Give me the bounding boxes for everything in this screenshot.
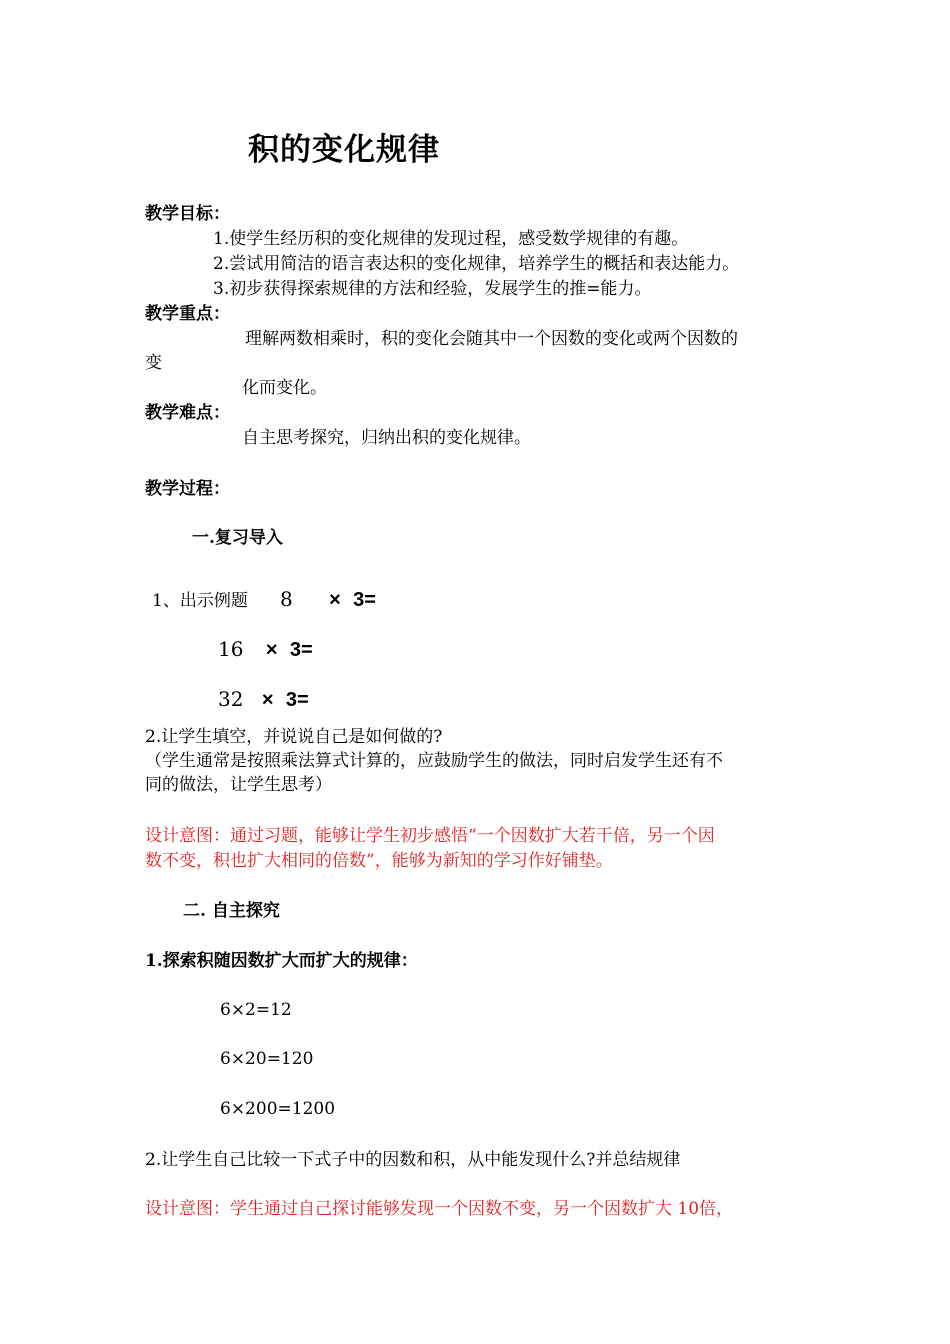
key-points-heading: 教学重点：	[145, 304, 230, 324]
design-intent: 设计意图：学生通过自己探讨能够发现一个因数不变，另一个因数扩大 10倍，	[145, 1199, 734, 1219]
equation: 6×20=120	[220, 1049, 314, 1069]
step-text: 2.让学生填空，并说说自己是如何做的?	[145, 727, 443, 747]
page-title: 积的变化规律	[248, 132, 440, 168]
difficulties-heading: 教学难点：	[145, 403, 230, 423]
equation-factor: 3=	[353, 589, 376, 611]
objectives-heading: 教学目标：	[145, 204, 230, 224]
example-label: 1、出示例题	[152, 591, 248, 611]
design-intent: 数不变，积也扩大相同的倍数”，能够为新知的学习作好铺垫。	[145, 851, 613, 871]
equation-factor: 32	[218, 687, 244, 711]
example-equation	[280, 586, 376, 613]
objective-item: 3.初步获得探索规律的方法和经验，发展学生的推=能力。	[213, 279, 652, 299]
process-heading: 教学过程：	[145, 479, 230, 499]
section-heading: 二. 自主探究	[183, 901, 280, 921]
objective-item: 2.尝试用简洁的语言表达积的变化规律，培养学生的概括和表达能力。	[213, 254, 740, 274]
teacher-note: （学生通常是按照乘法算式计算的，应鼓励学生的做法，同时启发学生还有不	[145, 751, 723, 771]
section-heading: 一.复习导入	[192, 528, 283, 548]
equation-factor: 8	[280, 587, 293, 611]
key-points-text: 理解两数相乘时，积的变化会随其中一个因数的变化或两个因数的	[245, 329, 738, 349]
multiply-sign: ×	[329, 589, 341, 611]
difficulties-text: 自主思考探究，归纳出积的变化规律。	[242, 428, 531, 448]
multiply-sign: ×	[261, 689, 274, 711]
step-heading: 1.探索积随因数扩大而扩大的规律：	[145, 951, 418, 971]
key-points-text: 变	[145, 353, 162, 373]
equation: 6×200=1200	[220, 1099, 336, 1119]
objective-item: 1.使学生经历积的变化规律的发现过程，感受数学规律的有趣。	[213, 229, 689, 249]
equation-factor: 16	[218, 637, 244, 661]
equation-factor: 3=	[285, 689, 309, 711]
equation-factor: 3=	[289, 639, 313, 661]
teacher-note: 同的做法，让学生思考）	[145, 775, 332, 795]
multiply-sign: ×	[265, 639, 278, 661]
equation: 6×2=12	[220, 1000, 292, 1020]
design-intent: 设计意图：通过习题，能够让学生初步感悟“一个因数扩大若干倍，另一个因	[145, 826, 715, 846]
example-equation	[218, 636, 313, 663]
example-equation	[218, 686, 309, 713]
step-text: 2.让学生自己比较一下式子中的因数和积，从中能发现什么?并总结规律	[145, 1150, 681, 1170]
key-points-text: 化而变化。	[242, 378, 327, 398]
